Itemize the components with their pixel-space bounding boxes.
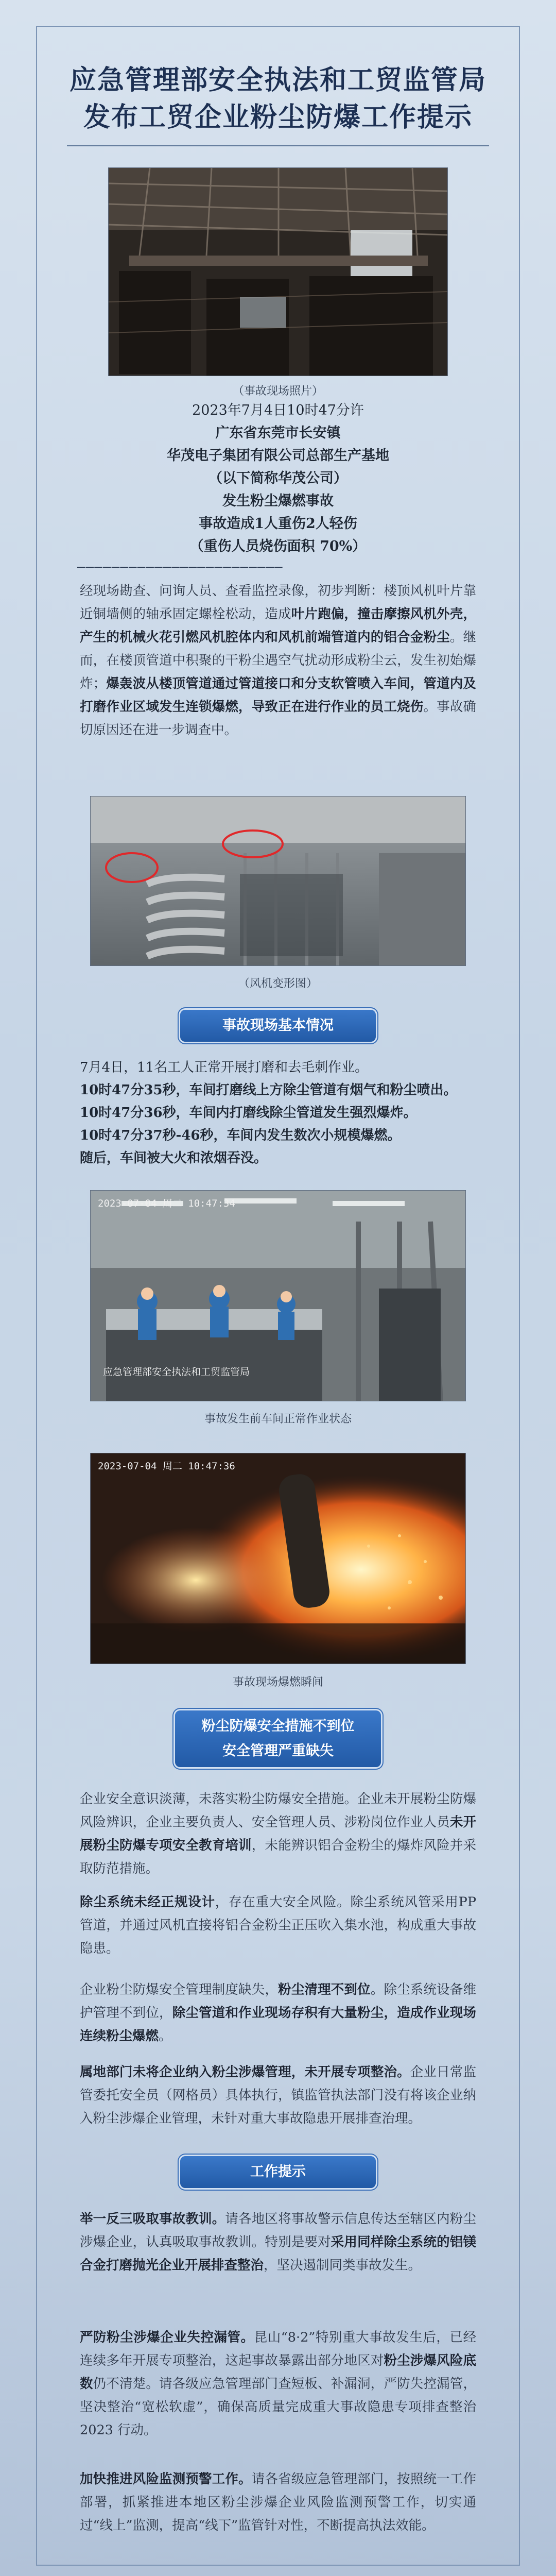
- title-line-2: 发布工贸企业粉尘防爆工作提示: [83, 102, 473, 133]
- paragraph-emphasis: 粉尘清理不到位: [278, 1982, 371, 1997]
- paragraph-text: ，未能辨识铝合金粉尘的爆炸风险并采取防范措施。: [80, 1838, 476, 1876]
- section-header-measures: [175, 1710, 381, 1767]
- timeline-line: 随后，车间被大火和浓烟吞没。: [80, 1150, 268, 1166]
- measures-paragraph-2: [80, 1891, 476, 1960]
- photo-caption-scene: （事故现场照片）: [232, 385, 323, 398]
- fan-deformation-photo: [90, 796, 466, 966]
- incident-summary: [57, 399, 499, 558]
- paragraph-text: 仍不清楚。请各级应急管理部门查短板、补漏洞，严防失控漏管，坚决整治“宽松软虚”，确保高质量完成重大事故隐患专项排查整治 2023 行动。: [80, 2376, 476, 2438]
- photo-caption-explosion: 事故现场爆燃瞬间: [232, 1676, 323, 1689]
- incident-company-alias: （以下简称华茂公司）: [208, 470, 348, 486]
- measures-paragraph-4: [80, 2061, 476, 2130]
- paragraph-emphasis: 加快推进风险监测预警工作。: [80, 2471, 252, 2487]
- paragraph-text: ，存在重大安全风险。除尘系统风管采用PP管道，并通过风机直接将铝合金粉尘正压吹入集水池，构成重大事故隐患。: [80, 1894, 476, 1956]
- incident-location: 广东省东莞市长安镇: [215, 425, 341, 441]
- paragraph-text: 请各地区将事故警示信息传达至辖区内粉尘涉爆企业，认真吸取事故教训。特别是要对: [80, 2211, 476, 2250]
- paragraph-emphasis: 采用同样除尘系统的铝镁合金打磨抛光企业开展排查整治: [80, 2234, 476, 2273]
- paragraph-emphasis: 举一反三吸取事故教训。: [80, 2211, 225, 2227]
- paragraph-emphasis: 粉尘涉爆风险底数: [80, 2353, 476, 2392]
- incident-type: 发生粉尘爆燃事故: [222, 493, 334, 509]
- paragraph-emphasis: 除尘管道和作业现场存积有大量粉尘，造成作业现场连续粉尘爆燃: [80, 2005, 476, 2044]
- section-header-tips: 工作提示: [180, 2156, 376, 2188]
- cctv-timestamp: 2023-07-04 周二 10:47:34: [98, 1198, 235, 1209]
- paragraph-text: 企业安全意识淡薄，未落实粉尘防爆安全措施。企业未开展粉尘防爆风险辨识，企业主要负责人、安全管理人员、涉粉岗位作业人员: [80, 1791, 476, 1830]
- investigation-paragraph: [80, 580, 476, 742]
- measures-paragraph-3: [80, 1978, 476, 2048]
- cctv-explosion-photo: [90, 1453, 466, 1664]
- measures-paragraph-1: [80, 1788, 476, 1880]
- paragraph-text: 。除尘系统设备维护管理不到位，: [80, 1982, 476, 2021]
- paragraph-emphasis: 严防粉尘涉爆企业失控漏管。: [80, 2330, 254, 2345]
- incident-company: 华茂电子集团有限公司总部生产基地: [167, 448, 389, 464]
- photo-caption-normal: 事故发生前车间正常作业状态: [204, 1413, 352, 1426]
- timeline-line: 10时47分35秒，车间打磨线上方除尘管道有烟气和粉尘喷出。: [80, 1082, 457, 1098]
- timeline-line: 10时47分37秒-46秒，车间内发生数次小规模爆燃。: [80, 1128, 401, 1143]
- paragraph-text: 企业粉尘防爆安全管理制度缺失，: [80, 1982, 279, 1997]
- paragraph-text: 。事故确切原因还在进一步调查中。: [80, 699, 476, 738]
- paragraph-emphasis: 属地部门未将企业纳入粉尘涉爆管理，未开展专项整治。: [80, 2064, 410, 2080]
- section-header-line-2: 安全管理严重缺失: [222, 1743, 334, 1759]
- paragraph-text: 请各省级应急管理部门，按照统一工作部署，抓紧推进本地区粉尘涉爆企业风险监测预警工作，切实通过“线上”监测，提高“线下”监管针对性，不断提高执法效能。: [80, 2471, 476, 2533]
- dashed-divider: ————————————————————————: [77, 559, 283, 574]
- title-line-1: 应急管理部安全执法和工贸监管局: [69, 65, 486, 96]
- section-header-line-1: 粉尘防爆安全措施不到位: [201, 1718, 355, 1734]
- incident-burn-area: （重伤人员烧伤面积 70%）: [189, 538, 367, 554]
- cctv-timestamp: 2023-07-04 周二 10:47:36: [98, 1461, 235, 1472]
- paragraph-text: 昆山“8·2”特别重大事故发生后，已经连续多年开展专项整治，这起事故暴露出部分地区对: [80, 2330, 476, 2368]
- tips-paragraph-1: [80, 2208, 476, 2277]
- timeline-line: 7月4日，11名工人正常开展打磨和去毛刺作业。: [80, 1060, 369, 1075]
- paragraph-text: 企业日常监管委托安全员（网格员）具体执行，镇监管执法部门没有将该企业纳入粉尘涉爆企业管理，未针对重大事故隐患开展排查治理。: [80, 2064, 476, 2126]
- paragraph-emphasis: 爆轰波从楼顶管道通过管道接口和分支软管喷入车间，管道内及打磨作业区域发生连锁爆燃，导致正在进行作业的员工烧伤: [80, 676, 476, 715]
- paragraph-text: 。: [159, 2028, 172, 2044]
- incident-casualties: 事故造成1人重伤2人轻伤: [199, 516, 357, 532]
- title-block: [57, 62, 499, 146]
- paragraph-text: 经现场勘查、问询人员、查看监控录像，初步判断：楼顶风机叶片靠近铜墙侧的轴承固定螺栓松动，造成: [80, 583, 476, 622]
- paragraph-text: 。继而，在楼顶管道中积聚的干粉尘遇空气扰动形成粉尘云，发生初始爆炸；: [80, 630, 476, 691]
- cctv-normal-operation-photo: [90, 1190, 466, 1401]
- incident-time: 2023年7月4日10时47分许: [192, 402, 364, 418]
- paragraph-emphasis: 除尘系统未经正规设计: [80, 1894, 215, 1910]
- paragraph-emphasis: 叶片跑偏，撞击摩擦风机外壳，产生的机械火花引燃风机腔体内和风机前端管道内的铝合金粉尘: [80, 606, 476, 645]
- cctv-watermark: 应急管理部安全执法和工贸监管局: [103, 1366, 250, 1378]
- accident-scene-photo: [108, 167, 448, 376]
- paragraph-emphasis: 未开展粉尘防爆专项安全教育培训: [80, 1815, 476, 1853]
- paragraph-text: ，坚决遏制同类事故发生。: [264, 2258, 422, 2273]
- title-divider: [67, 145, 489, 146]
- tips-paragraph-3: [80, 2468, 476, 2537]
- timeline-line: 10时47分36秒，车间内打磨线除尘管道发生强烈爆炸。: [80, 1105, 417, 1121]
- section-header-scene: 事故现场基本情况: [180, 1010, 376, 1042]
- photo-caption-fan: （风机变形图）: [238, 977, 318, 990]
- tips-paragraph-2: [80, 2326, 476, 2442]
